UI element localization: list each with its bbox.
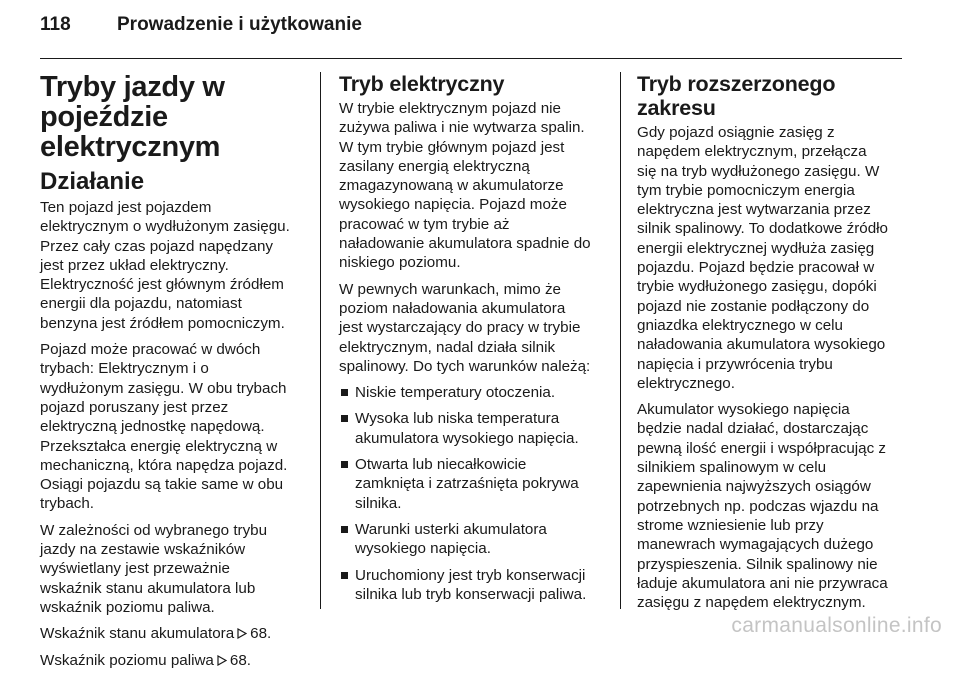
text-line: energii elektrycznej wydłuża zasięg bbox=[637, 239, 875, 257]
text-line: silnik spalinowy. To dodatkowe źródło bbox=[637, 220, 889, 238]
text-line: trybie wydłużonego zasięgu, dopóki bbox=[637, 278, 877, 296]
text-line: wysokiego napięcia. bbox=[355, 540, 491, 558]
paragraph bbox=[40, 521, 304, 617]
running-title: Prowadzenie i użytkowanie bbox=[117, 14, 362, 35]
text-line: ładuje akumulatora ani nie przywraca bbox=[637, 574, 888, 592]
paragraph bbox=[40, 340, 304, 514]
text-line: trybach: Elektrycznym i o bbox=[40, 360, 209, 378]
text-line: będzie nadal działać, dostarczając bbox=[637, 420, 869, 438]
text-line: silnikiem spalinowym w celu bbox=[637, 459, 827, 477]
text-line: elektrycznym, nadal działa silnik bbox=[339, 338, 556, 356]
title-line: zakresu bbox=[637, 96, 716, 120]
subsection-title-operation: Działanie bbox=[40, 168, 145, 195]
reference-text: Wskaźnik stanu akumulatora bbox=[40, 625, 235, 643]
column-divider-right bbox=[620, 72, 621, 609]
text-line: poziom naładowania akumulatora bbox=[339, 299, 566, 317]
text-line: elektrycznego. bbox=[637, 374, 735, 392]
text-line: gniazdka elektrycznego w celu bbox=[637, 316, 843, 334]
text-line: W pewnych warunkach, mimo że bbox=[339, 280, 561, 298]
column-3 bbox=[637, 72, 905, 619]
list-item bbox=[339, 455, 605, 513]
text-line: Akumulator wysokiego napięcia bbox=[637, 401, 850, 419]
text-line: elektryczna jest wytwarzania przez bbox=[637, 201, 871, 219]
text-line: Osiągi pojazdu są takie same w obu bbox=[40, 476, 284, 494]
page-reference-triangle-icon bbox=[217, 655, 227, 666]
section-title-electric-mode: Tryb elektryczny bbox=[339, 72, 505, 96]
text-line: Gdy pojazd osiągnie zasięg z bbox=[637, 124, 835, 141]
text-line: pewną ilość energii i współpracując z bbox=[637, 439, 887, 457]
text-line: zasięgu z napędem elektrycznym. bbox=[637, 594, 866, 612]
text-line: Przez cały czas pojazd napędzany bbox=[40, 237, 274, 255]
header-rule bbox=[40, 58, 902, 59]
column-1 bbox=[40, 72, 304, 677]
text-line: potrzebnych np. podczas wjazdu na bbox=[637, 497, 879, 515]
text-line: zmagazynowaną w akumulatorze bbox=[339, 177, 564, 195]
text-line: Wysoka lub niska temperatura bbox=[355, 410, 560, 428]
reference-page: 68. bbox=[250, 625, 272, 643]
text-line: elektrycznym o wydłużonym zasięgu. bbox=[40, 218, 290, 236]
title-line: Tryb rozszerzonego bbox=[637, 72, 836, 96]
text-line: W tym trybie głównym pojazd jest bbox=[339, 138, 565, 156]
text-line: Niskie temperatury otoczenia. bbox=[355, 384, 556, 402]
text-line: zapewnienia najwyższych osiągów bbox=[637, 478, 871, 496]
list-item bbox=[339, 383, 605, 402]
text-line: Elektryczność jest głównym źródłem bbox=[40, 276, 284, 294]
text-line: naładowanie akumulatora spadnie do bbox=[339, 235, 591, 253]
text-line: się na tryb wydłużonego zasięgu. W bbox=[637, 162, 880, 180]
text-line: Ten pojazd jest pojazdem bbox=[40, 199, 212, 216]
watermark: carmanualsonline.info bbox=[731, 614, 942, 637]
text-line: pojazdu. Pojazd będzie pracował w bbox=[637, 259, 875, 277]
text-line: pojazd poruszany jest przez bbox=[40, 398, 229, 416]
text-line: wydłużonym zasięgu. W obu trybach bbox=[40, 379, 287, 397]
text-line: jazdy na zestawie wskaźników bbox=[40, 541, 246, 559]
text-line: Otwarta lub niecałkowicie bbox=[355, 456, 527, 474]
paragraph bbox=[637, 400, 905, 612]
paragraph bbox=[339, 280, 605, 376]
text-line: spalinowy. Do tych warunków należą: bbox=[339, 357, 591, 375]
text-line: pojazd nie zostanie podłączony do bbox=[637, 297, 870, 315]
text-line: wskaźnik poziomu paliwa. bbox=[40, 598, 215, 616]
text-line: zamknięta i zatrzaśnięta pokrywa bbox=[355, 475, 579, 493]
page-header bbox=[40, 14, 902, 50]
text-line: napięcia i przywrócenia trybu bbox=[637, 355, 833, 373]
title-line: Tryby jazdy w pojeździe bbox=[40, 71, 225, 133]
text-line: pracować w tym trybie aż bbox=[339, 215, 510, 233]
reference-text: Wskaźnik poziomu paliwa bbox=[40, 651, 214, 669]
text-line: napędem elektrycznym, przełącza bbox=[637, 143, 867, 161]
text-line: zużywa paliwa i nie wytwarza spalin. bbox=[339, 119, 585, 137]
text-line: akumulatora wysokiego napięcia. bbox=[355, 429, 579, 447]
reference-line bbox=[40, 624, 304, 643]
reference-battery-gauge[interactable] bbox=[40, 624, 304, 643]
text-line: mechaniczną, która napędza pojazd. bbox=[40, 456, 288, 474]
title-line: elektrycznym bbox=[40, 131, 221, 163]
text-line: energii dla pojazdu, natomiast bbox=[40, 295, 242, 313]
section-title-driving-modes bbox=[40, 72, 304, 162]
text-line: wysokiego napięcia. Pojazd może bbox=[339, 196, 567, 214]
text-line: zasilany energią elektryczną bbox=[339, 157, 530, 175]
condition-list bbox=[339, 383, 605, 604]
paragraph bbox=[339, 99, 605, 273]
text-line: wskaźnik stanu akumulatora lub bbox=[40, 579, 256, 597]
text-line: W zależności od wybranego trybu bbox=[40, 521, 268, 539]
column-2 bbox=[339, 72, 605, 611]
text-line: Pojazd może pracować w dwóch bbox=[40, 341, 261, 359]
text-line: Uruchomiony jest tryb konserwacji bbox=[355, 566, 586, 584]
text-line: Warunki usterki akumulatora bbox=[355, 520, 547, 538]
text-line: jest przez układ elektryczny. bbox=[40, 256, 229, 274]
text-line: niskiego poziomu. bbox=[339, 254, 461, 272]
text-line: strome wzniesienie lub przy bbox=[637, 516, 824, 534]
column-divider-left bbox=[320, 72, 321, 609]
text-line: jest wystarczający do pracy w trybie bbox=[339, 319, 581, 337]
text-line: naładowania akumulatora wysokiego bbox=[637, 336, 886, 354]
paragraph bbox=[637, 123, 905, 393]
page-reference-triangle-icon bbox=[237, 628, 247, 639]
paragraph bbox=[40, 198, 304, 333]
text-line: elektryczną jednostkę napędową. bbox=[40, 418, 265, 436]
text-line: przyspieszenia. Silnik spalinowy nie bbox=[637, 555, 878, 573]
reference-line bbox=[40, 651, 304, 670]
page-number: 118 bbox=[40, 14, 71, 35]
list-item bbox=[339, 409, 605, 448]
list-item bbox=[339, 566, 605, 605]
text-line: wyświetlany jest przeważnie bbox=[40, 560, 230, 578]
text-line: tym trybie pomocniczym energia bbox=[637, 181, 855, 199]
text-line: silnika. bbox=[355, 494, 402, 512]
text-line: benzyna jest źródłem pomocniczym. bbox=[40, 314, 285, 332]
text-line: trybach. bbox=[40, 495, 95, 513]
section-title-extended-range-mode bbox=[637, 72, 905, 120]
text-line: W trybie elektrycznym pojazd nie bbox=[339, 100, 561, 117]
text-line: silnika lub tryb konserwacji paliwa. bbox=[355, 585, 587, 603]
list-item bbox=[339, 520, 605, 559]
text-line: manewrach wymagających dużego bbox=[637, 536, 874, 554]
reference-fuel-gauge[interactable] bbox=[40, 651, 304, 670]
reference-page: 68. bbox=[229, 651, 252, 669]
text-line: Przekształca energię elektryczną w bbox=[40, 437, 278, 455]
